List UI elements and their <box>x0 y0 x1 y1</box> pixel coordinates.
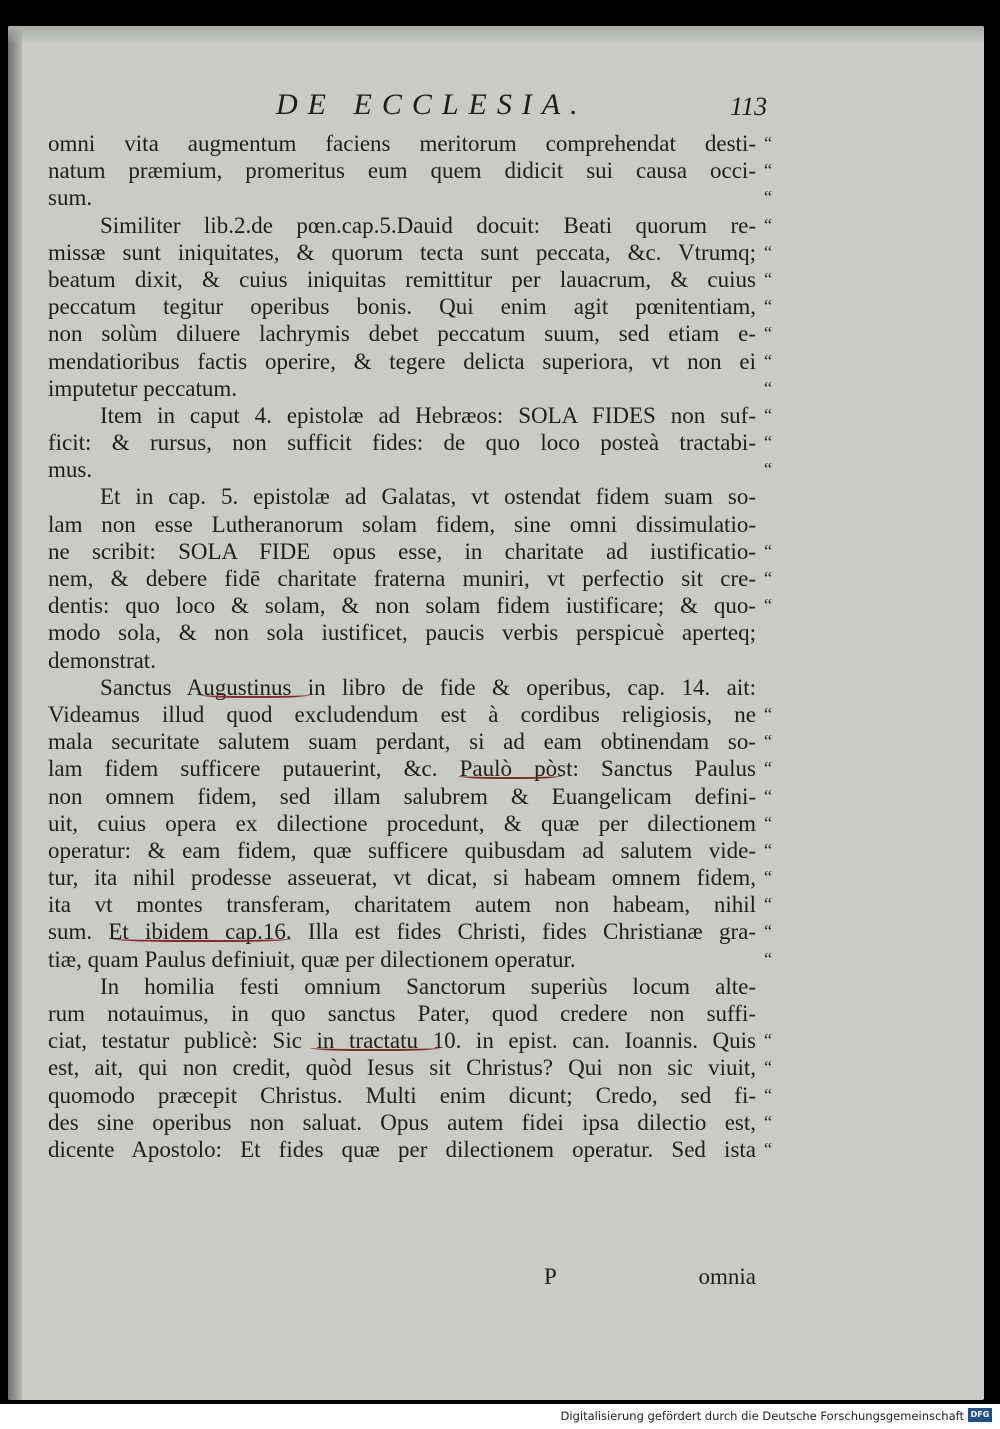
text-line: tiæ, quam Paulus definiuit, quæ per dilectionem operatur. “ <box>48 946 756 973</box>
text-line: beatum dixit, & cuius iniquitas remittitur per lauacrum, & cuius “ <box>48 266 756 293</box>
marginal-quote-mark: “ <box>764 241 772 262</box>
marginal-quote-mark: “ <box>764 568 772 588</box>
ink-underline-annotation <box>310 1043 440 1051</box>
text-line: ficit: & rursus, non sufficit fides: de quo loco posteà tractabi- “ <box>48 429 756 456</box>
text-line: des sine operibus non saluat. Opus autem fidei ipsa dilectio est, “ <box>48 1109 756 1136</box>
marginal-quote-mark: “ <box>764 404 772 425</box>
text-line: Sanctus Augustinus in libro de fide & operibus, cap. 14. ait: <box>100 674 756 700</box>
ink-underline-annotation <box>458 771 562 779</box>
text-line: sum. “ <box>48 184 756 211</box>
text-line: tur, ita nihil prodesse asseuerat, vt dicat, si habeam omnem fidem, “ <box>48 864 756 891</box>
text-line: natum præmium, promeritus eum quem didicit sui causa occi- “ <box>48 157 756 184</box>
dfg-logo-icon: DFG <box>968 1408 992 1422</box>
catchword: omnia <box>698 1264 756 1289</box>
text-line: operatur: & eam fidem, quæ sufficere quibusdam ad salutem vide- “ <box>48 837 756 864</box>
marginal-quote-mark: “ <box>764 921 772 942</box>
running-head: DE ECCLESIA. <box>276 88 588 121</box>
text-line: ne scribit: SOLA FIDE opus esse, in charitate ad iustificatio- “ <box>48 538 756 565</box>
text-line: rum notauimus, in quo sanctus Pater, quod credere non suffi- <box>48 1001 756 1026</box>
book-page <box>8 26 984 1400</box>
marginal-quote-mark: “ <box>764 268 772 289</box>
marginal-quote-mark: “ <box>764 785 772 806</box>
page-top-shadow <box>8 26 984 44</box>
text-line: non omnem fidem, sed illam salubrem & Euangelicam defini- “ <box>48 783 756 810</box>
text-line: mala securitate salutem suam perdant, si ad eam obtinendam so- “ <box>48 728 756 755</box>
marginal-quote-mark: “ <box>764 1057 772 1078</box>
marginal-quote-mark: “ <box>764 459 772 480</box>
text-line: dicente Apostolo: Et fides quæ per dilectionem operatur. Sed ista “ <box>48 1136 756 1163</box>
marginal-quote-mark: “ <box>764 1111 772 1132</box>
text-line: est, ait, qui non credit, quòd Iesus sit Christus? Qui non sic viuit, “ <box>48 1054 756 1081</box>
marginal-quote-mark: “ <box>764 160 772 181</box>
text-line: mendatioribus factis operire, & tegere delicta superiora, vt non ei “ <box>48 348 756 375</box>
marginal-quote-mark: “ <box>764 758 772 779</box>
marginal-quote-mark: “ <box>764 1084 772 1105</box>
text-line: demonstrat. <box>48 647 156 673</box>
marginal-quote-mark: “ <box>764 948 772 969</box>
text-line: quomodo præcepit Christus. Multi enim dicunt; Credo, sed fi- “ <box>48 1082 756 1109</box>
body-text <box>48 130 772 1163</box>
signature-mark: P <box>544 1264 557 1289</box>
text-line: uit, cuius opera ex dilectione procedunt, & quæ per dilectionem “ <box>48 810 756 837</box>
marginal-quote-mark: “ <box>764 377 772 398</box>
text-line: Videamus illud quod excludendum est à cordibus religiosis, ne “ <box>48 701 756 728</box>
marginal-quote-mark: “ <box>764 187 772 208</box>
text-line: lam non esse Lutheranorum solam fidem, sine omni dissimulatio- <box>48 511 756 537</box>
text-line: modo sola, & non sola iustificet, paucis verbis perspicuè aperteq; <box>48 620 756 646</box>
marginal-quote-mark: “ <box>764 540 772 561</box>
text-line: omni vita augmentum faciens meritorum comprehendat desti- “ <box>48 130 756 157</box>
marginal-quote-mark: “ <box>764 867 772 888</box>
text-line: Item in caput 4. epistolæ ad Hebræos: SOLA FIDES non suf- “ <box>48 402 756 429</box>
marginal-quote-mark: “ <box>764 350 772 371</box>
marginal-quote-mark: “ <box>764 731 772 752</box>
text-line: In homilia festi omnium Sanctorum superiùs locum alte- <box>100 973 756 999</box>
page-binding-edge <box>8 26 22 1400</box>
marginal-quote-mark: “ <box>764 432 772 453</box>
text-line: missæ sunt iniquitates, & quorum tecta sunt peccata, &c. Vtrumq; “ <box>48 239 756 266</box>
text-line: mus. “ <box>48 456 756 483</box>
text-line: imputetur peccatum. “ <box>48 375 756 402</box>
ink-underline-annotation <box>112 934 292 942</box>
marginal-quote-mark: “ <box>764 894 772 915</box>
text-line: sum. Et ibidem cap.16. Illa est fides Christi, fides Christianæ gra- “ <box>48 918 756 945</box>
marginal-quote-mark: “ <box>764 703 772 724</box>
page-foot-line <box>48 1264 756 1294</box>
text-line: dentis: quo loco & solam, & non solam fidem iustificare; & quo- “ <box>48 592 756 619</box>
marginal-quote-mark: “ <box>764 1030 772 1051</box>
marginal-quote-mark: “ <box>764 1138 772 1159</box>
text-line: non solùm diluere lachrymis debet peccatum suum, sed etiam e- “ <box>48 320 756 347</box>
text-line: lam fidem sufficere putauerint, &c. Paulò pòst: Sanctus Paulus “ <box>48 755 756 782</box>
funding-note: Digitalisierung gefördert durch die Deutsche Forschungsgemeinschaft <box>560 1409 964 1423</box>
text-line: Similiter lib.2.de pœn.cap.5.Dauid docuit: Beati quorum re- “ <box>48 212 756 239</box>
marginal-quote-mark: “ <box>764 214 772 235</box>
marginal-quote-mark: “ <box>764 296 772 317</box>
text-line: ita vt montes transferam, charitatem autem non habeam, nihil “ <box>48 891 756 918</box>
text-line: peccatum tegitur operibus bonis. Qui enim agit pœnitentiam, “ <box>48 293 756 320</box>
page-number: 113 <box>730 92 768 121</box>
marginal-quote-mark: “ <box>764 812 772 833</box>
marginal-quote-mark: “ <box>764 839 772 860</box>
marginal-quote-mark: “ <box>764 595 772 616</box>
ink-underline-annotation <box>200 690 310 698</box>
digitization-footer <box>0 1404 1000 1429</box>
marginal-quote-mark: “ <box>764 323 772 344</box>
marginal-quote-mark: “ <box>764 133 772 153</box>
text-line: Et in cap. 5. epistolæ ad Galatas, vt ostendat fidem suam so- <box>100 484 756 510</box>
text-line: nem, & debere fidē charitate fraterna muniri, vt perfectio sit cre- “ <box>48 565 756 592</box>
text-line: ciat, testatur publicè: Sic in tractatu 10. in epist. can. Ioannis. Quis “ <box>48 1027 756 1054</box>
